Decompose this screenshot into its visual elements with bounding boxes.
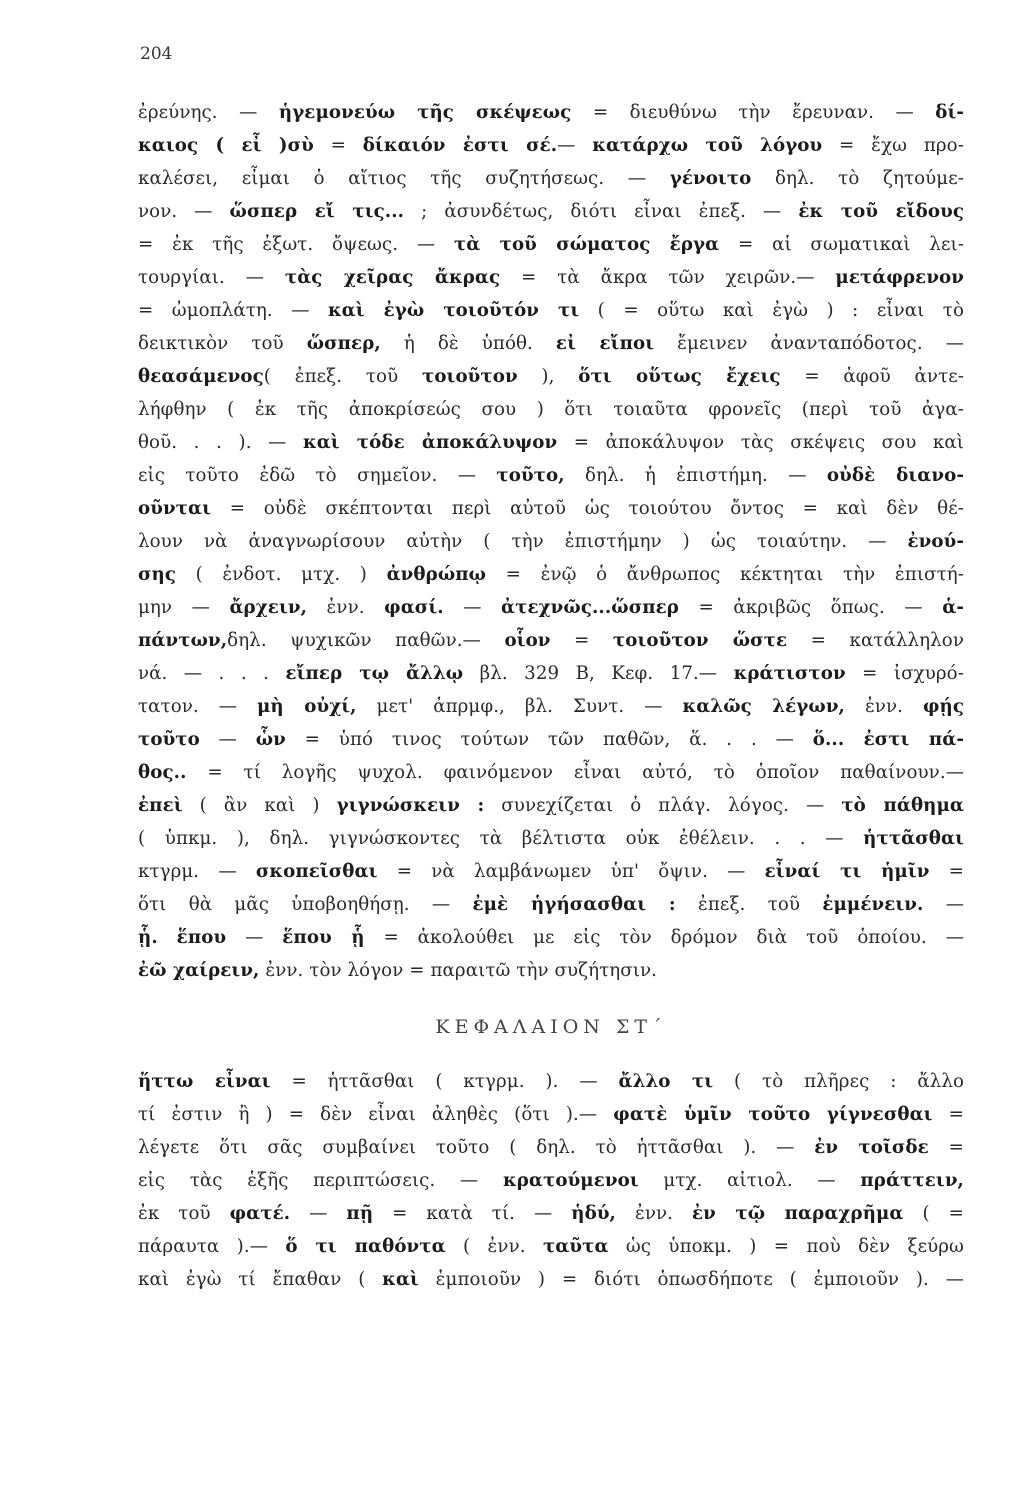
lemma-term: ἕπου ᾗ (282, 927, 365, 948)
lemma-term: ἡδύ, (571, 1203, 616, 1224)
text-line (138, 129, 964, 162)
gloss-text: = ἀκριβῶς ὅπως. — (678, 597, 943, 618)
gloss-text: — (290, 1203, 347, 1224)
gloss-text: — (226, 927, 283, 948)
text-line (138, 888, 964, 921)
gloss-text: κτγρμ. — (138, 861, 256, 882)
lemma-term: ὧν (255, 729, 286, 750)
lemma-term: ἁ- (942, 597, 964, 618)
gloss-text: ) = δὲν εἶναι ἀληθὲς (ὅτι ).— (249, 1104, 614, 1125)
text-line (138, 294, 964, 327)
lemma-term: φασί. (384, 597, 444, 618)
lemma-term: ἀτεχνῶς...ὥσπερ (501, 597, 679, 618)
gloss-text: ἐνν. (307, 597, 385, 618)
gloss-text: τουργίαι. — (138, 267, 285, 288)
gloss-text: ( ἐπεξ. τοῦ (263, 366, 422, 387)
lemma-term: ἥττω εἶναι (138, 1071, 271, 1092)
lemma-term: μὴ οὐχί, (257, 696, 357, 717)
gloss-text: = ὠμοπλάτη. — (138, 300, 328, 321)
gloss-text: ), (517, 366, 579, 387)
text-line (138, 1197, 964, 1230)
text-line (138, 723, 964, 756)
gloss-text: — (443, 597, 502, 618)
text-line (138, 525, 964, 558)
lemma-term: φατὲ ὑμῖν τοῦτο γίγνεσθαι (613, 1104, 933, 1125)
lemma-term: τοιοῦτον ὥστε (612, 630, 788, 651)
text-line (138, 690, 964, 723)
lemma-term: σκοπεῖσθαι (255, 861, 378, 882)
lemma-term: τὰς χεῖρας ἄκρας (284, 267, 501, 288)
lemma-term: σης (138, 564, 177, 585)
gloss-text: ( ἂν καὶ ) (182, 795, 337, 816)
text-line (138, 261, 964, 294)
gloss-text: δηλ. τὸ ζητούμε- (751, 168, 964, 189)
lemma-term: ἀνθρώπῳ (386, 564, 487, 585)
lemma-term: μετάφρενον (835, 267, 964, 288)
lemma-term: ὅ τι παθόντα (285, 1236, 446, 1257)
text-line (138, 1065, 964, 1098)
gloss-text: = κατάλληλον (787, 630, 964, 651)
text-line (138, 393, 964, 426)
text-line (138, 492, 964, 525)
text-line (138, 1164, 964, 1197)
gloss-text: = ὑπό τινος τούτων τῶν παθῶν, ἅ. . . — (285, 729, 813, 750)
gloss-text: συνεχίζεται ὁ πλάγ. λόγος. — (484, 795, 842, 816)
lemma-term: κρατούμενοι (503, 1170, 639, 1191)
gloss-text: — (923, 894, 964, 915)
gloss-text: ἐρεύνης. — (138, 102, 279, 123)
lemma-term: ἐμὲ ἡγήσασθαι : (472, 894, 676, 915)
gloss-text: = (932, 1104, 964, 1125)
text-line (138, 1263, 964, 1296)
lemma-term: ἡττᾶσθαι (863, 828, 964, 849)
lemma-term: καὶ (382, 1269, 419, 1290)
gloss-text (158, 927, 177, 948)
text-line (138, 558, 964, 591)
gloss-text: μετ' ἀπρμφ., βλ. Συντ. — (356, 696, 683, 717)
lemma-term: θος.. (138, 762, 187, 783)
gloss-text: ἐπεξ. τοῦ (675, 894, 823, 915)
lemma-term: ἐπεὶ (138, 795, 183, 816)
text-line (138, 162, 964, 195)
lemma-term: τοιοῦτον (421, 366, 518, 387)
gloss-text: ἐκ τοῦ (138, 1203, 230, 1224)
gloss-text: ἐνν. τὸν λόγον = παραιτῶ τὴν συζήτησιν. (259, 960, 658, 981)
text-line (138, 822, 964, 855)
lemma-term: καὶ ἐγὼ τοιοῦτόν τι (327, 300, 580, 321)
gloss-text: = ἰσχυρό- (845, 663, 964, 684)
gloss-text: ( ἐνδοτ. μτχ. ) (176, 564, 387, 585)
lemma-term: ταῦτα (542, 1236, 609, 1257)
text-line (138, 228, 964, 261)
lemma-term: ἄρχειν, (229, 597, 308, 618)
gloss-text: = ἀφοῦ ἀντε- (780, 366, 964, 387)
text-line (138, 954, 964, 987)
gloss-text: ἐνν. (616, 1203, 692, 1224)
lemma-term: καὶ τόδε ἀποκάλυψον (302, 432, 558, 453)
gloss-text: λήφθην ( ἐκ τῆς ἀποκρίσεώς σου ) ὅτι τοιαῦτα φρονεῖς (περὶ τοῦ ἀγα- (138, 399, 964, 420)
text-line (138, 96, 964, 129)
gloss-text: νον. — (138, 201, 230, 222)
lemma-term: πῇ (346, 1203, 374, 1224)
chapter-heading: ΚΕΦΑΛΑΙΟΝ ΣΤ΄ (435, 1016, 667, 1038)
lemma-term: γένοιτο (669, 168, 752, 189)
gloss-text: ἐνν. (844, 696, 923, 717)
lemma-term: ἄλλο τι (618, 1071, 714, 1092)
lemma-term: οῦνται (138, 498, 212, 519)
lemma-term: κράτιστον (733, 663, 846, 684)
gloss-text: εἰς τὰς ἑξῆς περιπτώσεις. — (138, 1170, 503, 1191)
gloss-text: = (929, 861, 964, 882)
gloss-text: = ἐνῷ ὁ ἄνθρωπος κέκτηται τὴν ἐπιστή- (486, 564, 964, 585)
gloss-text: καὶ ἐγὼ τί ἔπαθαν ( (138, 1269, 383, 1290)
gloss-text: = κατὰ τί. — (373, 1203, 572, 1224)
gloss-text: δεικτικὸν τοῦ (138, 333, 307, 354)
gloss-text: = ἡττᾶσθαι ( κτγρμ. ). — (270, 1071, 619, 1092)
gloss-text: ἐμποιοῦν ) = διότι ὁπωσδήποτε ( ἐμποιοῦν ). — (418, 1269, 964, 1290)
gloss-text: = οὐδὲ σκέπτονται περὶ αὐτοῦ ὡς τοιούτου ὄντος = καὶ δὲν θέ- (211, 498, 964, 519)
gloss-text: ; ἀσυνδέτως, διότι εἶναι ἐπεξ. — (404, 201, 799, 222)
lemma-term: δί- (935, 102, 964, 123)
text-line (138, 1131, 964, 1164)
lemma-term: πράττειν, (860, 1170, 964, 1191)
lemma-term: οὐδὲ διανο- (826, 465, 964, 486)
gloss-text: ( τὸ πλῆρες : ἄλλο (713, 1071, 964, 1092)
gloss-text: δηλ. ψυχικῶν παθῶν.— (227, 630, 505, 651)
lemma-term: ἐν τοῖσδε (814, 1137, 929, 1158)
gloss-text: εἰς τοῦτο ἐδῶ τὸ σημεῖον. — (138, 465, 497, 486)
lemma-term: καιος ( εἶ )σὺ (138, 135, 314, 156)
lemma-term: εἶναί τι ἡμῖν (764, 861, 930, 882)
text-line (138, 855, 964, 888)
gloss-text: ( ὑπκμ. ), δηλ. γιγνώσκοντες τὰ βέλτιστα οὐκ ἐθέλειν. . . — (138, 828, 864, 849)
gloss-text: = ἐκ τῆς ἐξωτ. ὄψεως. — (138, 234, 454, 255)
gloss-text: = διευθύνω τὴν ἔρευναν. — (571, 102, 936, 123)
lemma-term: τοῦτο, (496, 465, 565, 486)
text-line (138, 327, 964, 360)
gloss-text: μην — (138, 597, 230, 618)
gloss-text: ( = οὕτω καὶ ἐγὼ ) : εἶναι τὸ (579, 300, 964, 321)
gloss-text: = τὰ ἄκρα τῶν χειρῶν.— (500, 267, 836, 288)
lemma-term: ὅ... ἐστι πά- (812, 729, 964, 750)
gloss-text: τατον. — (138, 696, 257, 717)
text-line (138, 459, 964, 492)
lemma-term: ἐῶ χαίρειν, (138, 960, 260, 981)
gloss-text: = τί λογῆς ψυχολ. φαινόμενον εἶναι αὐτό, τὸ ὁποῖον παθαίνουν.— (186, 762, 964, 783)
gloss-text: πάραυτα ).— (138, 1236, 286, 1257)
lemma-term: ἐμμένειν. (822, 894, 924, 915)
lemma-term: ἕπου (176, 927, 227, 948)
text-line (138, 426, 964, 459)
lemma-term: ὅτι οὕτως ἔχεις (578, 366, 781, 387)
text-line (138, 657, 964, 690)
lemma-term: δίκαιόν ἐστι σέ. (362, 135, 558, 156)
gloss-text: = (550, 630, 613, 651)
gloss-text: ἔμεινεν ἀνανταπόδοτος. — (654, 333, 964, 354)
gloss-text: ( = (903, 1203, 964, 1224)
lemma-term: φατέ. (229, 1203, 291, 1224)
text-line (138, 921, 964, 954)
text-line (138, 789, 964, 822)
lemma-term: ὥσπερ εἴ τις... (229, 201, 405, 222)
lemma-term: πάντων, (138, 630, 228, 651)
lemma-term: ὥσπερ, (306, 333, 381, 354)
commentary-part-2 (138, 1065, 964, 1296)
lemma-term: οἷον (504, 630, 551, 651)
lemma-term: εἴπερ τῳ ἄλλῳ (285, 663, 464, 684)
gloss-text: ἡ δὲ ὑπόθ. (380, 333, 556, 354)
gloss-text: θοῦ. . . ). — (138, 432, 303, 453)
lemma-term: κατάρχω τοῦ λόγου (592, 135, 823, 156)
lemma-term: τὸ πάθημα (841, 795, 964, 816)
text-line (138, 195, 964, 228)
lemma-term: τοῦτο (138, 729, 200, 750)
lemma-term: ἡγεμονεύω τῆς σκέψεως (278, 102, 572, 123)
page-number: 204 (140, 44, 173, 64)
gloss-text: = (313, 135, 363, 156)
gloss-text: νά. — . . . (138, 663, 286, 684)
text-line (138, 756, 964, 789)
gloss-text: λουν νὰ ἀναγνωρίσουν αὐτὴν ( τὴν ἐπιστήμην ) ὡς τοιαύτην. — (138, 531, 908, 552)
gloss-text: βλ. 329 Β, Κεφ. 17.— (463, 663, 734, 684)
commentary-part-1 (138, 96, 964, 987)
gloss-text: — (199, 729, 256, 750)
gloss-text: = ἀποκάλυψον τὰς σκέψεις σου καὶ (557, 432, 964, 453)
gloss-text: = νὰ λαμβάνωμεν ὑπ' ὄψιν. — (377, 861, 765, 882)
text-line (138, 360, 964, 393)
gloss-text: = ἀκολούθει με εἰς τὸν δρόμον διὰ τοῦ ὁποίου. — (364, 927, 964, 948)
gloss-text: ( ἐνν. (445, 1236, 543, 1257)
commentary-text (138, 96, 964, 1296)
text-line (138, 624, 964, 657)
lemma-term: εἰ εἴποι (555, 333, 655, 354)
gloss-text: τί ἐστιν ἢ (138, 1104, 250, 1125)
gloss-text: = ἔχω προ- (822, 135, 964, 156)
gloss-text: καλέσει, εἶμαι ὁ αἴτιος τῆς συζητήσεως. — (138, 168, 670, 189)
text-line (138, 591, 964, 624)
lemma-term: ἐνού- (907, 531, 964, 552)
gloss-text: ὅτι θὰ μᾶς ὑποβοηθήσῃ. — (138, 894, 473, 915)
text-line (138, 1230, 964, 1263)
lemma-term: τὰ τοῦ σώματος ἔργα (453, 234, 720, 255)
lemma-term: γιγνώσκειν : (336, 795, 485, 816)
gloss-text: = αἱ σωματικαὶ λει- (719, 234, 964, 255)
lemma-term: ἐκ τοῦ εἴδους (798, 201, 964, 222)
lemma-term: θεασάμενος (138, 366, 264, 387)
lemma-term: φῄς (922, 696, 964, 717)
lemma-term: καλῶς λέγων, (682, 696, 845, 717)
gloss-text: ὡς ὑποκμ. ) = ποὺ δὲν ξεύρω (608, 1236, 964, 1257)
text-line (138, 1098, 964, 1131)
gloss-text: — (557, 135, 593, 156)
gloss-text: μτχ. αἰτιολ. — (638, 1170, 861, 1191)
gloss-text: δηλ. ἡ ἐπιστήμη. — (564, 465, 827, 486)
lemma-term: ἐν τῷ παραχρῆμα (691, 1203, 904, 1224)
lemma-term: ᾗ. (138, 927, 158, 948)
gloss-text: λέγετε ὅτι σᾶς συμβαίνει τοῦτο ( δηλ. τὸ ἡττᾶσθαι ). — (138, 1137, 815, 1158)
gloss-text: = (928, 1137, 964, 1158)
